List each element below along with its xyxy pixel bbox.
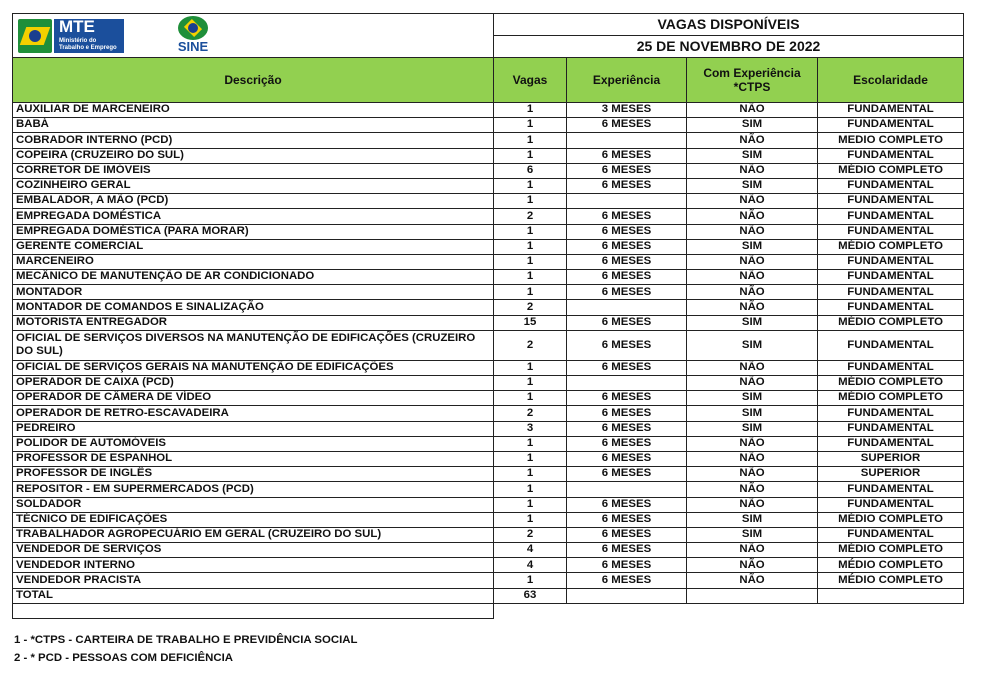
cell-ctps: NÃO (687, 376, 818, 391)
cell-ctps: SIM (687, 406, 818, 421)
cell-descricao: PROFESSOR DE ESPANHOL (13, 451, 494, 466)
cell-descricao: VENDEDOR INTERNO (13, 558, 494, 573)
cell-ctps: NÃO (687, 558, 818, 573)
cell-descricao: SOLDADOR (13, 497, 494, 512)
cell-descricao: OFICIAL DE SERVIÇOS GERAIS NA MANUTENÇÃO DE EDIFICAÇÕES (13, 360, 494, 375)
table-row (13, 527, 964, 542)
cell-experiencia: 3 MESES (567, 103, 687, 118)
cell-ctps: SIM (687, 315, 818, 330)
cell-ctps: NÃO (687, 467, 818, 482)
table-row (13, 406, 964, 421)
table-row (13, 391, 964, 406)
cell-vagas: 1 (494, 103, 567, 118)
cell-escolaridade: MÉDIO COMPLETO (818, 573, 964, 588)
cell-escolaridade: FUNDAMENTAL (818, 254, 964, 269)
cell-vagas: 1 (494, 118, 567, 133)
cell-escolaridade: FUNDAMENTAL (818, 103, 964, 118)
cell-ctps: NÃO (687, 285, 818, 300)
cell-escolaridade: FUNDAMENTAL (818, 300, 964, 315)
total-empty (687, 588, 818, 603)
cell-escolaridade: FUNDAMENTAL (818, 209, 964, 224)
cell-vagas: 1 (494, 178, 567, 193)
cell-experiencia: 6 MESES (567, 239, 687, 254)
cell-ctps: NÃO (687, 224, 818, 239)
cell-experiencia (567, 194, 687, 209)
cell-ctps: NÃO (687, 360, 818, 375)
table-row (13, 239, 964, 254)
cell-vagas: 1 (494, 270, 567, 285)
table-row (13, 133, 964, 148)
cell-escolaridade: FUNDAMENTAL (818, 406, 964, 421)
cell-ctps: NÃO (687, 270, 818, 285)
cell-vagas: 1 (494, 254, 567, 269)
cell-ctps: NÃO (687, 436, 818, 451)
page-title: VAGAS DISPONÍVEIS (494, 14, 964, 36)
cell-escolaridade: MÉDIO COMPLETO (818, 315, 964, 330)
cell-escolaridade: FUNDAMENTAL (818, 194, 964, 209)
table-row (13, 436, 964, 451)
cell-experiencia: 6 MESES (567, 254, 687, 269)
cell-descricao: OFICIAL DE SERVIÇOS DIVERSOS NA MANUTENÇÃO DE EDIFICAÇÕES (CRUZEIRO DO SUL) (13, 330, 494, 360)
cell-ctps: SIM (687, 421, 818, 436)
table-row (13, 482, 964, 497)
cell-escolaridade: FUNDAMENTAL (818, 421, 964, 436)
cell-escolaridade: FUNDAMENTAL (818, 270, 964, 285)
mte-logo-sub2: Trabalho e Emprego (59, 45, 117, 51)
cell-descricao: MOTORISTA ENTREGADOR (13, 315, 494, 330)
cell-ctps: NÃO (687, 482, 818, 497)
cell-descricao: COZINHEIRO GERAL (13, 178, 494, 193)
cell-vagas: 2 (494, 330, 567, 360)
cell-escolaridade: FUNDAMENTAL (818, 224, 964, 239)
table-row (13, 573, 964, 588)
cell-ctps: SIM (687, 527, 818, 542)
cell-escolaridade: MÉDIO COMPLETO (818, 543, 964, 558)
cell-escolaridade: MÉDIO COMPLETO (818, 391, 964, 406)
footnotes (14, 631, 357, 667)
cell-descricao: MONTADOR (13, 285, 494, 300)
cell-descricao: TÉCNICO DE EDIFICAÇÕES (13, 512, 494, 527)
cell-descricao: REPOSITOR - EM SUPERMERCADOS (PCD) (13, 482, 494, 497)
cell-experiencia: 6 MESES (567, 209, 687, 224)
table-row (13, 118, 964, 133)
brazil-flag-icon (18, 19, 52, 53)
table-row (13, 421, 964, 436)
cell-vagas: 1 (494, 360, 567, 375)
cell-vagas: 3 (494, 421, 567, 436)
footnote-pcd: 2 - * PCD - PESSOAS COM DEFICIÊNCIA (14, 652, 233, 664)
cell-escolaridade: MÉDIO COMPLETO (818, 239, 964, 254)
cell-experiencia (567, 133, 687, 148)
cell-descricao: PROFESSOR DE INGLÊS (13, 467, 494, 482)
table-row (13, 376, 964, 391)
mte-logo-sub1: Ministério do (59, 38, 97, 44)
col-escolaridade: Escolaridade (818, 58, 964, 103)
cell-escolaridade: SUPERIOR (818, 467, 964, 482)
cell-escolaridade: FUNDAMENTAL (818, 436, 964, 451)
cell-escolaridade: SUPERIOR (818, 451, 964, 466)
cell-ctps: NÃO (687, 133, 818, 148)
sine-logo-text: SINE (177, 39, 209, 54)
cell-escolaridade: FUNDAMENTAL (818, 285, 964, 300)
cell-escolaridade: MEDIO COMPLETO (818, 133, 964, 148)
cell-experiencia: 6 MESES (567, 558, 687, 573)
cell-descricao: MONTADOR DE COMANDOS E SINALIZAÇÃO (13, 300, 494, 315)
cell-vagas: 1 (494, 285, 567, 300)
cell-vagas: 2 (494, 406, 567, 421)
cell-escolaridade: FUNDAMENTAL (818, 497, 964, 512)
cell-vagas: 1 (494, 224, 567, 239)
cell-escolaridade: FUNDAMENTAL (818, 330, 964, 360)
cell-ctps: NÃO (687, 103, 818, 118)
cell-experiencia: 6 MESES (567, 224, 687, 239)
mte-logo (18, 19, 124, 53)
table-row (13, 558, 964, 573)
cell-experiencia: 6 MESES (567, 421, 687, 436)
cell-descricao: VENDEDOR PRACISTA (13, 573, 494, 588)
col-experiencia: Experiência (567, 58, 687, 103)
cell-experiencia: 6 MESES (567, 543, 687, 558)
cell-vagas: 1 (494, 573, 567, 588)
col-vagas: Vagas (494, 58, 567, 103)
cell-experiencia: 6 MESES (567, 315, 687, 330)
logos-cell (13, 14, 494, 58)
cell-experiencia: 6 MESES (567, 436, 687, 451)
table-row (13, 254, 964, 269)
cell-ctps: NÃO (687, 451, 818, 466)
cell-vagas: 15 (494, 315, 567, 330)
cell-ctps: SIM (687, 330, 818, 360)
cell-escolaridade: FUNDAMENTAL (818, 148, 964, 163)
cell-experiencia: 6 MESES (567, 330, 687, 360)
cell-escolaridade: FUNDAMENTAL (818, 360, 964, 375)
cell-vagas: 1 (494, 512, 567, 527)
column-header-row (13, 58, 964, 103)
cell-vagas: 1 (494, 467, 567, 482)
table-row (13, 497, 964, 512)
total-label: TOTAL (13, 588, 494, 603)
cell-experiencia: 6 MESES (567, 163, 687, 178)
cell-descricao: BABÁ (13, 118, 494, 133)
cell-descricao: EMPREGADA DOMÉSTICA (PARA MORAR) (13, 224, 494, 239)
page-date: 25 DE NOVEMBRO DE 2022 (494, 36, 964, 58)
cell-experiencia: 6 MESES (567, 573, 687, 588)
cell-vagas: 2 (494, 527, 567, 542)
cell-descricao: TRABALHADOR AGROPECUÁRIO EM GERAL (CRUZEIRO DO SUL) (13, 527, 494, 542)
total-empty (567, 588, 687, 603)
table-row (13, 103, 964, 118)
table-row (13, 178, 964, 193)
cell-descricao: COBRADOR INTERNO (PCD) (13, 133, 494, 148)
cell-ctps: NÃO (687, 254, 818, 269)
table-row (13, 224, 964, 239)
cell-experiencia: 6 MESES (567, 148, 687, 163)
cell-ctps: SIM (687, 391, 818, 406)
footnote-ctps: 1 - *CTPS - CARTEIRA DE TRABALHO E PREVIDÊNCIA SOCIAL (14, 634, 358, 646)
cell-descricao: MARCENEIRO (13, 254, 494, 269)
cell-experiencia (567, 482, 687, 497)
table-row (13, 360, 964, 375)
table-row (13, 194, 964, 209)
cell-escolaridade: FUNDAMENTAL (818, 118, 964, 133)
cell-vagas: 4 (494, 558, 567, 573)
table-row (13, 163, 964, 178)
cell-experiencia (567, 300, 687, 315)
cell-experiencia: 6 MESES (567, 527, 687, 542)
cell-descricao: MECÂNICO DE MANUTENÇÃO DE AR CONDICIONADO (13, 270, 494, 285)
cell-vagas: 1 (494, 133, 567, 148)
cell-experiencia: 6 MESES (567, 406, 687, 421)
cell-escolaridade: MÉDIO COMPLETO (818, 512, 964, 527)
cell-ctps: NÃO (687, 543, 818, 558)
cell-experiencia: 6 MESES (567, 118, 687, 133)
cell-experiencia: 6 MESES (567, 512, 687, 527)
table-row (13, 285, 964, 300)
table-row (13, 209, 964, 224)
cell-ctps: SIM (687, 178, 818, 193)
table-row (13, 467, 964, 482)
cell-vagas: 1 (494, 436, 567, 451)
cell-vagas: 1 (494, 239, 567, 254)
sine-logo (173, 16, 213, 56)
cell-descricao: OPERADOR DE CÂMERA DE VÍDEO (13, 391, 494, 406)
cell-experiencia: 6 MESES (567, 178, 687, 193)
job-vacancies-sheet (12, 13, 963, 619)
cell-vagas: 1 (494, 497, 567, 512)
total-empty (818, 588, 964, 603)
table-row (13, 315, 964, 330)
table-row (13, 270, 964, 285)
cell-escolaridade: FUNDAMENTAL (818, 527, 964, 542)
cell-ctps: NÃO (687, 497, 818, 512)
vacancies-table (12, 13, 964, 619)
col-descricao: Descrição (13, 58, 494, 103)
cell-vagas: 6 (494, 163, 567, 178)
cell-escolaridade: MÉDIO COMPLETO (818, 376, 964, 391)
cell-experiencia (567, 376, 687, 391)
cell-ctps: SIM (687, 512, 818, 527)
cell-experiencia: 6 MESES (567, 451, 687, 466)
cell-ctps: SIM (687, 118, 818, 133)
cell-ctps: SIM (687, 148, 818, 163)
cell-experiencia: 6 MESES (567, 467, 687, 482)
col-ctps: Com Experiência *CTPS (687, 58, 818, 103)
cell-descricao: CORRETOR DE IMÓVEIS (13, 163, 494, 178)
blank-cell (13, 603, 494, 618)
cell-escolaridade: MÉDIO COMPLETO (818, 558, 964, 573)
cell-ctps: NÃO (687, 209, 818, 224)
table-row (13, 512, 964, 527)
cell-vagas: 1 (494, 194, 567, 209)
cell-ctps: NÃO (687, 163, 818, 178)
table-row (13, 148, 964, 163)
cell-experiencia: 6 MESES (567, 285, 687, 300)
table-row (13, 451, 964, 466)
cell-experiencia: 6 MESES (567, 497, 687, 512)
cell-escolaridade: MÉDIO COMPLETO (818, 163, 964, 178)
sine-flag-icon (178, 16, 208, 40)
cell-vagas: 1 (494, 451, 567, 466)
cell-vagas: 4 (494, 543, 567, 558)
cell-descricao: VENDEDOR DE SERVIÇOS (13, 543, 494, 558)
cell-vagas: 2 (494, 209, 567, 224)
total-value: 63 (494, 588, 567, 603)
cell-experiencia: 6 MESES (567, 360, 687, 375)
cell-descricao: EMBALADOR, A MÃO (PCD) (13, 194, 494, 209)
cell-vagas: 1 (494, 482, 567, 497)
cell-ctps: NÃO (687, 194, 818, 209)
cell-escolaridade: FUNDAMENTAL (818, 178, 964, 193)
total-row (13, 588, 964, 603)
table-row (13, 543, 964, 558)
cell-vagas: 1 (494, 148, 567, 163)
cell-ctps: NÃO (687, 300, 818, 315)
cell-escolaridade: FUNDAMENTAL (818, 482, 964, 497)
cell-descricao: EMPREGADA DOMÉSTICA (13, 209, 494, 224)
cell-descricao: POLIDOR DE AUTOMÓVEIS (13, 436, 494, 451)
mte-logo-text: MTE (59, 17, 95, 36)
cell-vagas: 1 (494, 391, 567, 406)
table-row (13, 300, 964, 315)
cell-vagas: 1 (494, 376, 567, 391)
cell-ctps: NÃO (687, 573, 818, 588)
cell-descricao: PEDREIRO (13, 421, 494, 436)
blank-row (13, 603, 964, 618)
cell-vagas: 2 (494, 300, 567, 315)
cell-descricao: OPERADOR DE RETRO-ESCAVADEIRA (13, 406, 494, 421)
cell-ctps: SIM (687, 239, 818, 254)
table-row (13, 330, 964, 360)
cell-experiencia: 6 MESES (567, 270, 687, 285)
cell-descricao: GERENTE COMERCIAL (13, 239, 494, 254)
cell-descricao: COPEIRA (CRUZEIRO DO SUL) (13, 148, 494, 163)
cell-descricao: OPERADOR DE CAIXA (PCD) (13, 376, 494, 391)
cell-descricao: AUXILIAR DE MARCENEIRO (13, 103, 494, 118)
cell-experiencia: 6 MESES (567, 391, 687, 406)
